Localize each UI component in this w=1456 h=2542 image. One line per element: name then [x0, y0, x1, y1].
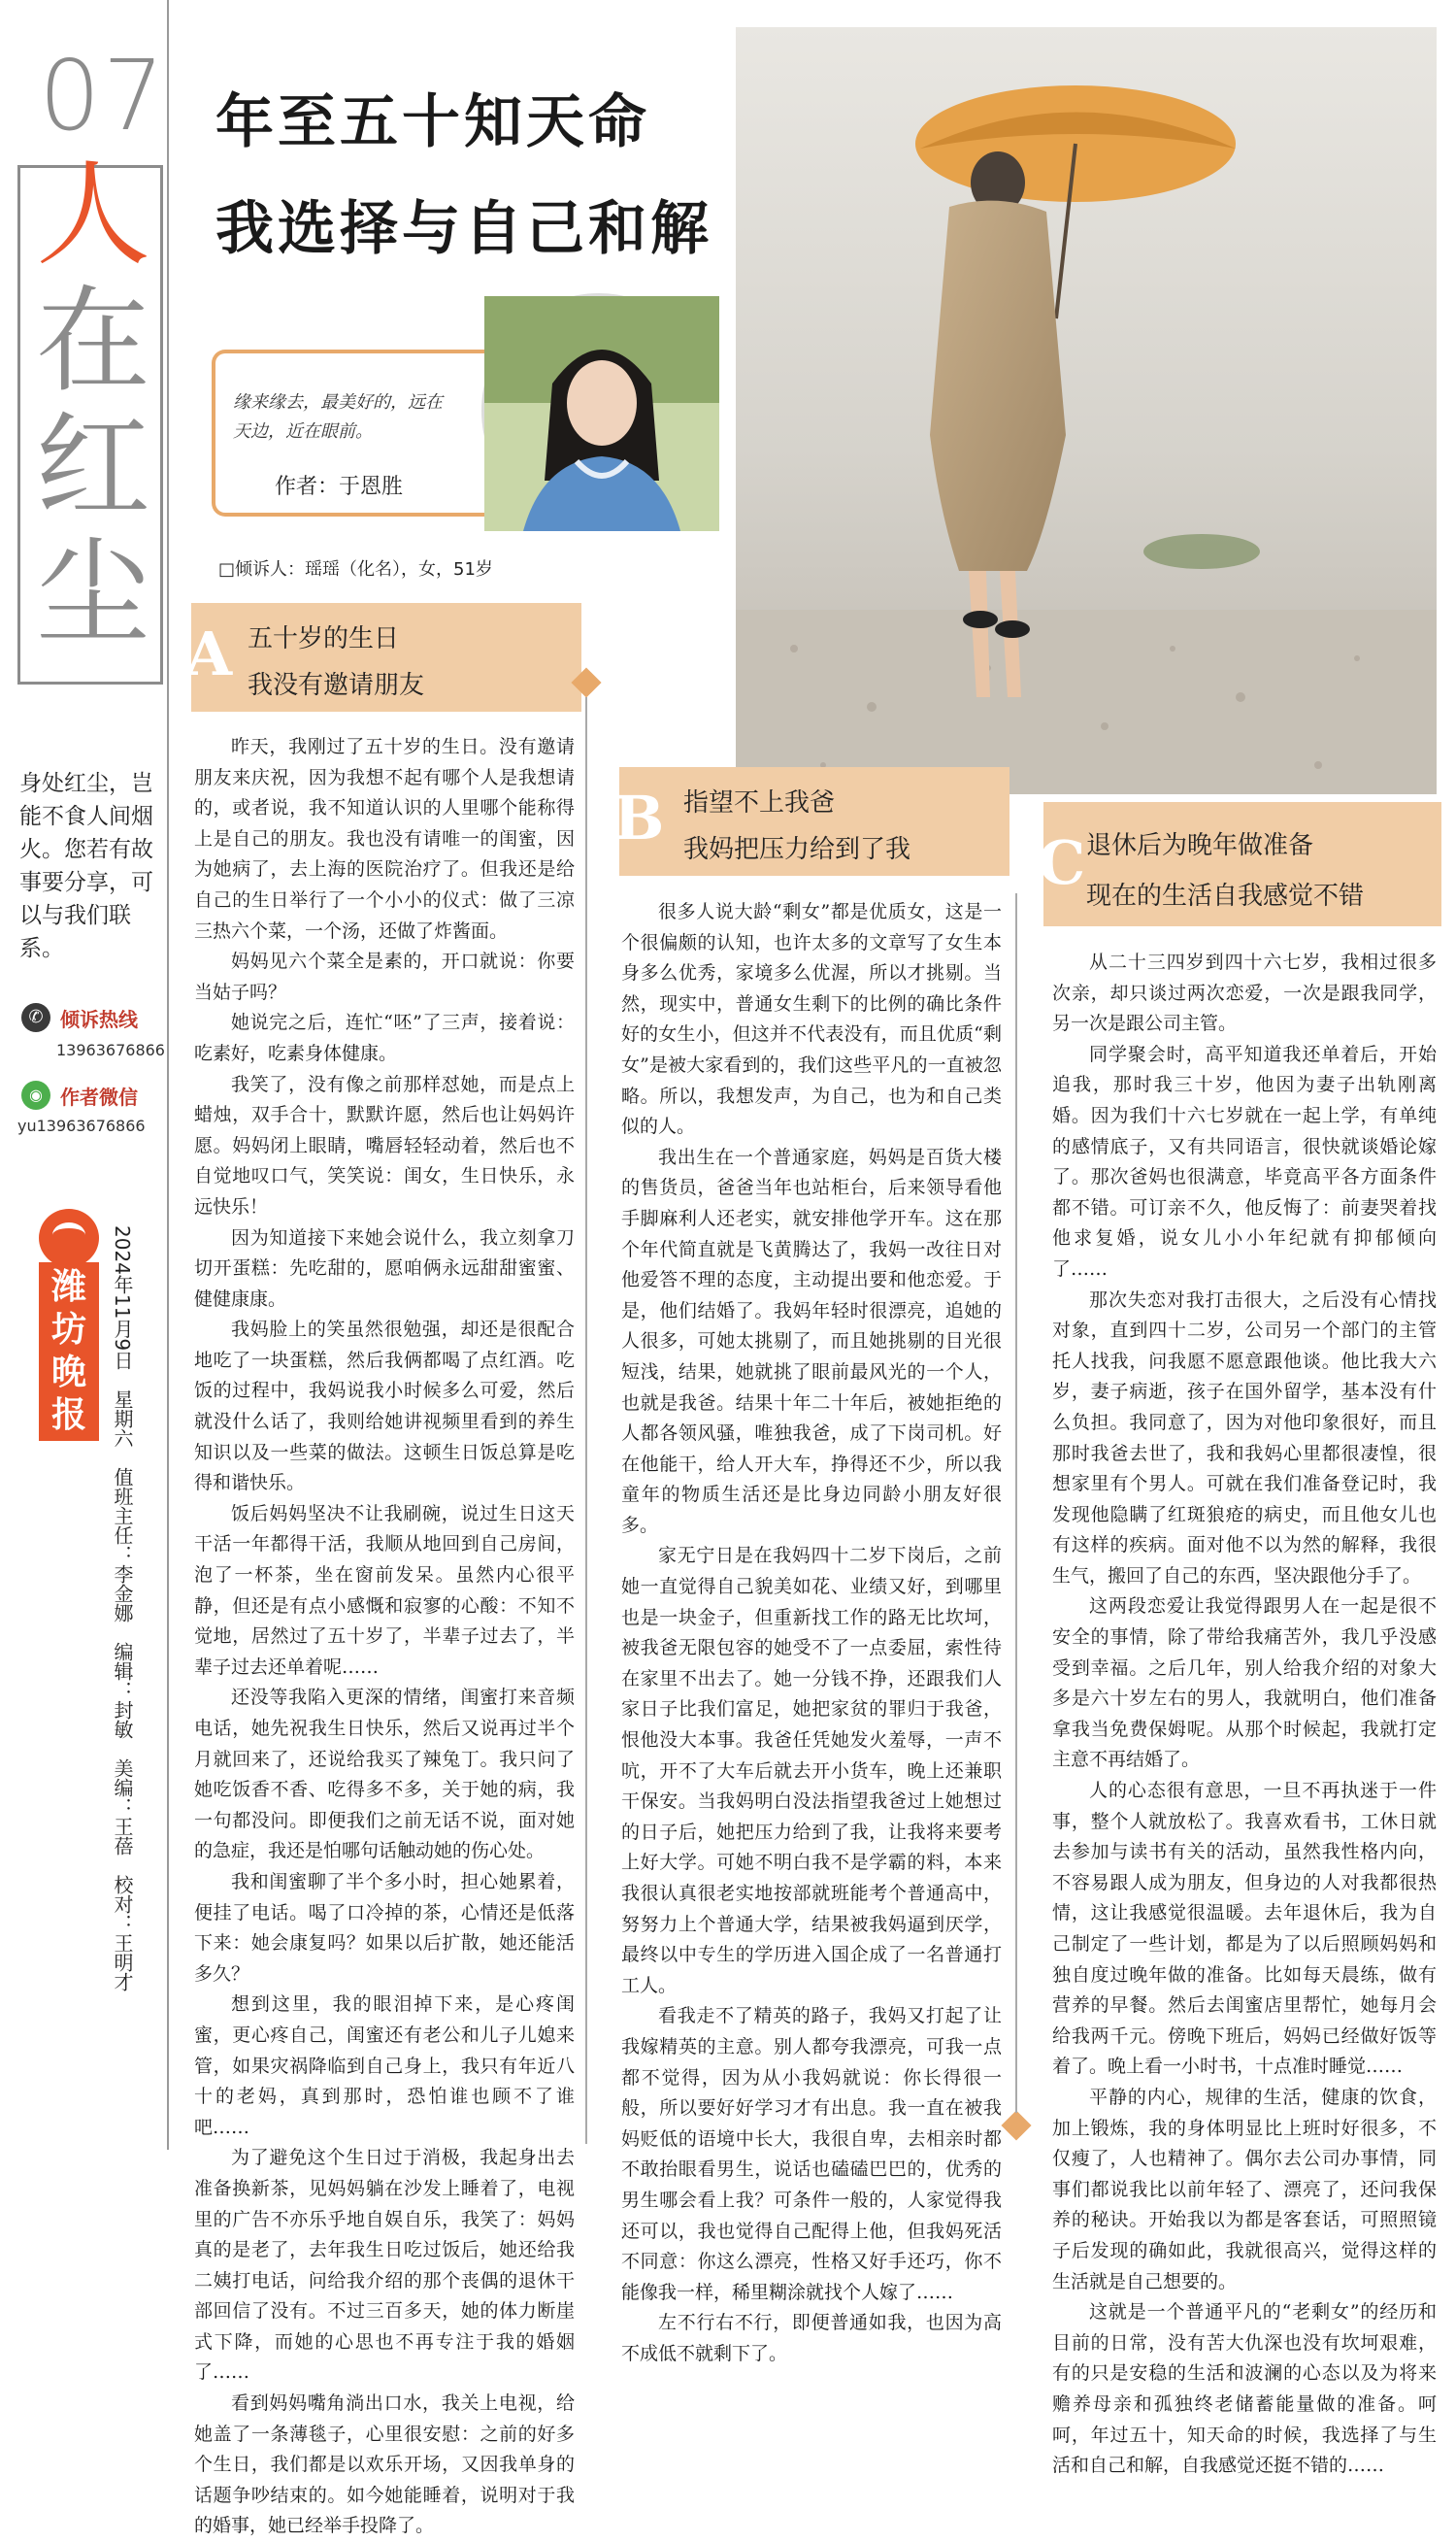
paragraph: 看我走不了精英的路子，我妈又打起了让我嫁精英的主意。别人都夸我漂亮，可我一点都不觉得，因为从小我妈就说：你长得很一般，所以要好好学习才有出息。我一直在被我妈贬低的语境中长大，我很自卑，去相亲时都不敢抬眼看男生，说话也磕磕巴巴的，优秀的男生哪会看上我？可条件一般的，人家觉得我还可以，我也觉得自己配得上他，但我妈死活不同意：你这么漂亮，性格又好手还巧，你不能像我一样，稀里糊涂就找个人嫁了……: [621, 2005, 1002, 2303]
paragraph: 她说完之后，连忙“呸”了三声，接着说：吃素好，吃素身体健康。: [194, 1012, 575, 1064]
section-b-letter: B: [613, 783, 665, 853]
section-b-body: [621, 897, 1002, 2370]
paragraph: 我和闺蜜聊了半个多小时，担心她累着，便挂了电话。喝了口冷掉的茶，心情还是低落下来：她会康复吗？如果以后扩散，她还能活多久？: [194, 1870, 575, 1985]
section-a-letter: A: [185, 619, 233, 689]
author-byline: 作者：于恩胜: [275, 475, 404, 499]
paragraph: 同学聚会时，高平知道我还单着后，开始追我，那时我三十岁，他因为妻子出轨刚离婚。因为我们十六七岁就在一起上学，有单纯的感情底子，又有共同语言，很快就谈婚论嫁了。那次爸妈也很满意，毕竟高平各方面条件都不错。可订亲不久，他反悔了：前妻哭着找他求复婚，说女儿小小年纪就有抑郁倾向了……: [1052, 1043, 1437, 1280]
section-b-header: [613, 767, 1009, 876]
column-divider: [1015, 893, 1017, 2113]
wechat-icon: ◉: [21, 1081, 50, 1110]
paragraph: 平静的内心，规律的生活，健康的饮食，加上锻炼，我的身体明显比上班时好很多，不仅瘦了，人也精神了。偶尔去公司办事情，同事们都说我比以前年轻了、漂亮了，还问我保养的秘诀。开始我以为都是客套话，可照照镜子后发现的确如此，我就很高兴，觉得这样的生活就是自己想要的。: [1052, 2086, 1437, 2292]
paragraph: 妈妈见六个菜全是素的，开口就说：你要当姑子吗？: [194, 951, 575, 1003]
paragraph: 为了避免这个生日过于消极，我起身出去准备换新茶，见妈妈躺在沙发上睡着了，电视里的广告不亦乐乎地自娱自乐，我笑了：妈妈真的是老了，去年我生日吃过饭后，她还给我二姨打电话，问给我介绍的那个丧偶的退休干部回信了没有。不过三百多天，她的体力断崖式下降，而她的心思也不再专注于我的婚姻了……: [194, 2147, 575, 2384]
newspaper-name-char: 晚: [50, 1353, 86, 1392]
paragraph: 从二十三四岁到四十六七岁，我相过很多次亲，却只谈过两次恋爱，一次是跟我同学，另一次是跟公司主管。: [1052, 952, 1437, 1035]
section-b-diamond: [1001, 2110, 1031, 2140]
paragraph: 昨天，我刚过了五十岁的生日。没有邀请朋友来庆祝，因为我想不起有哪个人是我想请的，或者说，我不知道认识的人里哪个能称得上是自己的朋友。我也没有请唯一的闺蜜，因为她病了，去上海的医院治疗了。但我还是给自己的生日举行了一个小小的仪式：做了三凉三热六个菜，一个汤，还做了炸酱面。: [194, 736, 575, 942]
phone-icon: ✆: [21, 1003, 50, 1032]
umbrella-photo: [736, 27, 1437, 794]
newspaper-name-char: 坊: [50, 1310, 86, 1350]
paragraph: 很多人说大龄“剩女”都是优质女，这是一个很偏颇的认知，也许太多的文章写了女生本身多么优秀，家境多么优渥，所以才挑剔。当然，现实中，普通女生剩下的比例的确比条件好的女生小，但这并不代表没有，而且优质“剩女”是被大家看到的，我们这些平凡的一直被忽略。所以，我想发声，为自己，也为和自己类似的人。: [621, 901, 1002, 1138]
section-a-header: [185, 603, 581, 712]
column-title-box: [17, 148, 163, 685]
hotline-number: 13963676866: [56, 1041, 165, 1059]
wechat-label: 作者微信: [60, 1086, 138, 1109]
paragraph: 我妈脸上的笑虽然很勉强，却还是很配合地吃了一块蛋糕，然后我俩都喝了点红酒。吃饭的过程中，我妈说我小时候多么可爱，然后就没什么话了，我则给她讲视频里看到的养生知识以及一些菜的做法。这顿生日饭总算是吃得和谐快乐。: [194, 1319, 575, 1494]
paragraph: 家无宁日是在我妈四十二岁下岗后，之前她一直觉得自己貌美如花、业绩又好，到哪里也是一块金子，但重新找工作的路无比坎坷，被我爸无限包容的她受不了一点委屈，索性待在家里不出去了。她一分钱不挣，还跟我们人家日子比我们富足，她把家贫的罪归于我爸，恨他没大本事。我爸任凭她发火羞辱，一声不吭，开不了大车后就去开小货车，晚上还兼职干保安。当我妈明白没法指望我爸过上她想过的日子后，她把压力给到了我，让我将来要考上好大学。可她不明白我不是学霸的料，本来我很认真很老实地按部就班能考个普通高中，努努力上个普通大学，结果被我妈逼到厌学，最终以中专生的学历进入国企成了一名普通打工人。: [621, 1545, 1002, 1996]
section-b-title-2: 我妈把压力给到了我: [683, 835, 911, 864]
paragraph: 左不行右不行，即便普通如我，也因为高不成低不就剩下了。: [621, 2312, 1002, 2364]
section-c-title-2: 现在的生活自我感觉不错: [1086, 882, 1365, 911]
headline-line-2: 我选择与自己和解: [215, 195, 712, 263]
section-c-letter: C: [1038, 827, 1086, 898]
paragraph: 想到这里，我的眼泪掉下来，是心疼闺蜜，更心疼自己，闺蜜还有老公和儿子儿媳来管，如果灾祸降临到自己身上，我只有年近八十的老妈，真到那时，恐怕谁也顾不了谁吧……: [194, 1993, 575, 2138]
teller-info: □倾诉人：瑶瑶（化名），女，51岁: [218, 559, 493, 580]
paragraph: 因为知道接下来她会说什么，我立刻拿刀切开蛋糕：先吃甜的，愿咱俩永远甜甜蜜蜜、健健康康。: [194, 1226, 575, 1310]
paragraph: 我出生在一个普通家庭，妈妈是百货大楼的售货员，爸爸当年也站柜台，后来领导看他手脚麻利人还老实，就安排他学开车。这在那个年代简直就是飞黄腾达了，我妈一改往日对他爱答不理的态度，主动提出要和他恋爱。于是，他们结婚了。我妈年轻时很漂亮，追她的人很多，可她太挑剔了，而且她挑剔的目光很短浅，结果，她就挑了眼前最风光的一个人，也就是我爸。结果十年二十年后，被她拒绝的人都各领风骚，唯独我爸，成了下岗司机。好在他能干，给人开大车，挣得还不少，所以我童年的物质生活还是比身边同龄小朋友好很多。: [621, 1146, 1002, 1536]
section-a-body: [194, 732, 575, 2542]
column-title-char: 红: [35, 400, 150, 534]
paragraph: 那次失恋对我打击很大，之后没有心情找对象，直到四十二岁，公司另一个部门的主管托人找我，问我愿不愿意跟他谈。他比我大六岁，妻子病逝，孩子在国外留学，基本没有什么负担。我同意了，因为对他印象很好，而且那时我爸去世了，我和我妈心里都很凄惶，很想家里有个男人。可就在我们准备登记时，我发现他隐瞒了红斑狼疮的病史，而且他女儿也有这样的疾病。面对他不以为然的解释，我很生气，搬回了自己的东西，坚决跟他分手了。: [1052, 1288, 1437, 1587]
newspaper-name-char: 报: [50, 1395, 86, 1435]
column-title-char: 在: [35, 274, 150, 408]
author-quote: 缘来缘去，最美好的，远在天边，近在眼前。: [233, 392, 443, 442]
paragraph: 人的心态很有意思，一旦不再执迷于一件事，整个人就放松了。我喜欢看书，工休日就去参加与读书有关的活动，虽然我性格内向，不容易跟人成为朋友，但身边的人对我都很热情，这让我感觉很温暖。去年退休后，我为自己制定了一些计划，都是为了以后照顾妈妈和独自度过晚年做的准备。比如每天晨练，做有营养的早餐。然后去闺蜜店里帮忙，她每月会给我两千元。傍晚下班后，妈妈已经做好饭等着了。晚上看一小时书，十点准时睡觉……: [1052, 1780, 1437, 2078]
left-rail-divider: [167, 0, 169, 2150]
section-a-title-1: 五十岁的生日: [248, 624, 400, 653]
section-c-body: [1052, 948, 1437, 2482]
paragraph: 这就是一个普通平凡的“老剩女”的经历和目前的日常，没有苦大仇深也没有坎坷艰难，有的只是安稳的生活和波澜的心态以及为将来赡养母亲和孤独终老储蓄能量做的准备。呵呵，年过五十，知天命的时候，我选择了与生活和自己和解，自我感觉还挺不错的……: [1052, 2301, 1437, 2477]
newspaper-name-char: 潍: [50, 1267, 86, 1307]
newspaper-name: [39, 1262, 99, 1441]
hotline-label: 倾诉热线: [60, 1008, 138, 1031]
paragraph: 看到妈妈嘴角淌出口水，我关上电视，给她盖了一条薄毯子，心里很安慰：之前的好多个生日，我们都是以欢乐开场，又因我单身的话题争吵结束的。如今她能睡着，说明对于我的婚事，她已经举手投降了。: [194, 2392, 575, 2537]
paragraph: 饭后妈妈坚决不让我刷碗，说过生日这天干活一年都得干活，我顺从地回到自己房间，泡了一杯茶，坐在窗前发呆。虽然内心很平静，但还是有点小感慨和寂寥的心酸：不知不觉地，居然过了五十岁了，半辈子过去了，半辈子过去还单着呢……: [194, 1502, 575, 1678]
paragraph: 我笑了，没有像之前那样怼她，而是点上蜡烛，双手合十，默默许愿，然后也让妈妈许愿。妈妈闭上眼睛，嘴唇轻轻动着，然后也不自觉地叹口气，笑笑说：闺女，生日快乐，永远快乐！: [194, 1073, 575, 1218]
section-c-header: [1038, 802, 1441, 926]
issue-meta: 2024年11月9日 星期六 值班主任：李金娜 编辑：封敏 美编：王蓓 校对：王明才: [111, 1225, 134, 1992]
paragraph: 这两段恋爱让我觉得跟男人在一起是很不安全的事情，除了带给我痛苦外，我几乎没感受到幸福。之后几年，别人给我介绍的对象大多是六十岁左右的男人，我就明白，他们准备拿我当免费保姆呢。从那个时候起，我就打定主意不再结婚了。: [1052, 1595, 1437, 1771]
section-b-title-1: 指望不上我爸: [683, 788, 836, 818]
page-number: 07: [39, 39, 167, 152]
column-title-char: 人: [35, 148, 150, 282]
column-intro: 身处红尘，岂能不食人间烟火。您若有故事要分享，可以与我们联系。: [19, 771, 153, 961]
headline-line-1: 年至五十知天命: [215, 88, 650, 156]
column-divider: [585, 697, 587, 2144]
paragraph: 还没等我陷入更深的情绪，闺蜜打来音频电话，她先祝我生日快乐，然后又说再过半个月就回来了，还说给我买了辣兔丁。我只问了她吃饭香不香、吃得多不多，关于她的病，我一句都没问。即便我们之前无话不说，面对她的急症，我还是怕哪句话触动她的伤心处。: [194, 1687, 575, 1862]
author-portrait: [481, 293, 716, 528]
column-title-char: 尘: [35, 526, 150, 660]
wechat-id: yu13963676866: [17, 1117, 146, 1135]
newspaper-logo-icon: [39, 1209, 99, 1267]
section-a-title-2: 我没有邀请朋友: [248, 671, 425, 700]
section-c-title-1: 退休后为晚年做准备: [1086, 831, 1314, 860]
